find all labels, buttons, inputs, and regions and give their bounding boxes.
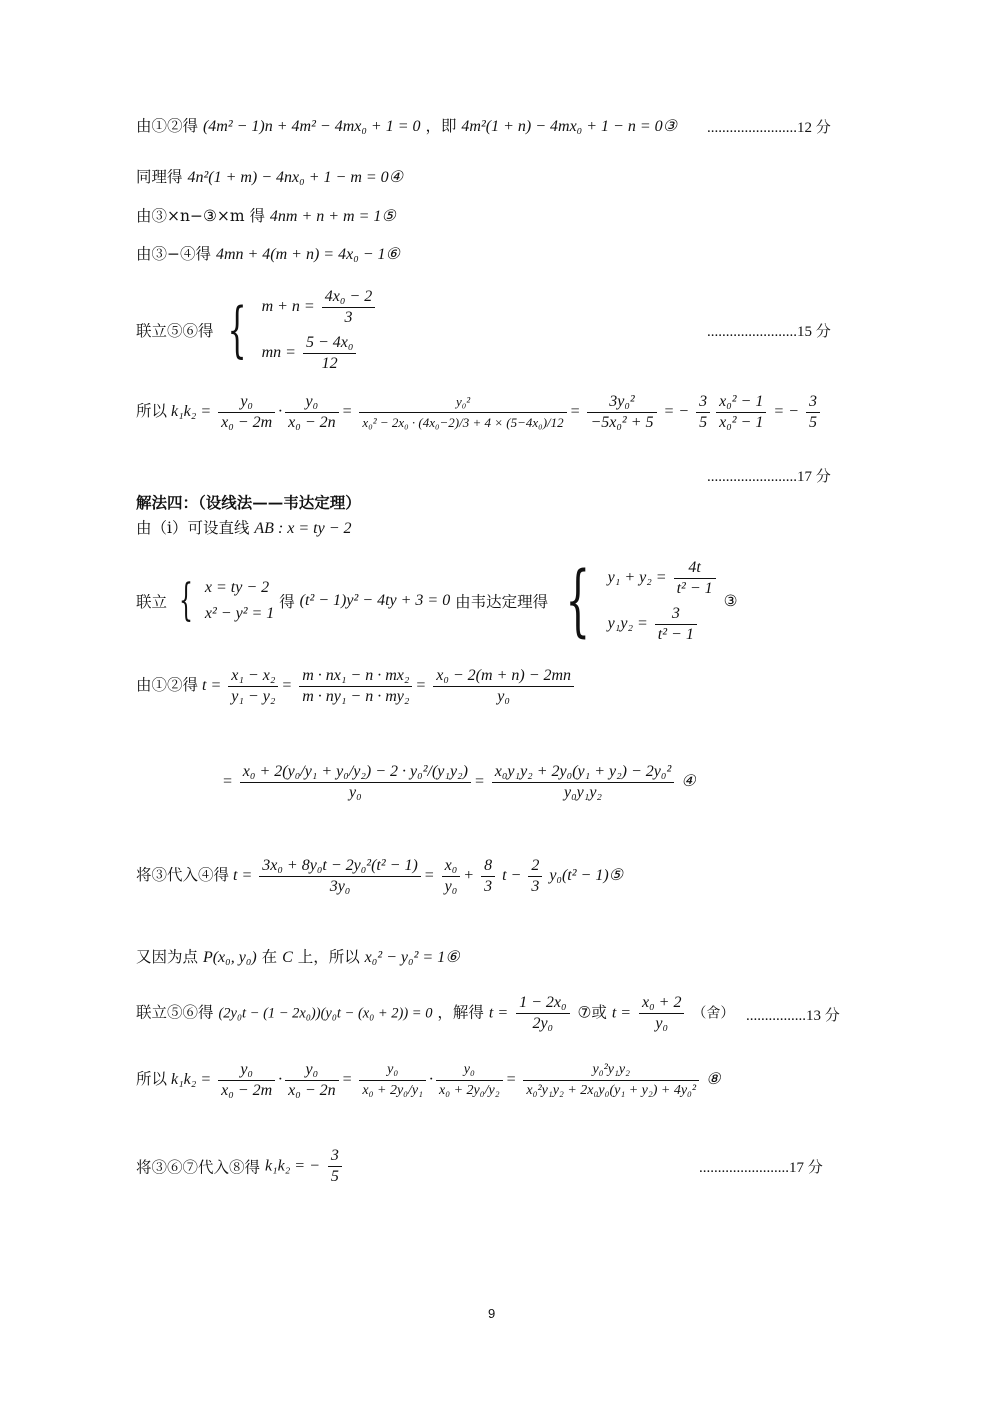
line-13 xyxy=(136,945,460,967)
text: = − xyxy=(773,403,799,421)
system-row: x = ty − 2 xyxy=(204,579,270,596)
numerator: y₀ xyxy=(285,1060,338,1081)
numerator: y₀ xyxy=(359,1060,426,1081)
system-row xyxy=(608,555,719,601)
numerator: x₀ + 2 xyxy=(639,993,684,1014)
equation: C xyxy=(282,949,293,966)
denominator: x₀² − 2x₀ · (4x₀−2)/3 + 4 × (5−4x₀)/12 xyxy=(362,415,564,430)
fraction xyxy=(481,856,495,897)
text: t = xyxy=(233,867,253,885)
text: 得 xyxy=(279,593,295,611)
fraction xyxy=(359,392,566,433)
equation: x₀² − y₀² = 1⑥ xyxy=(364,949,460,966)
numerator: 3 xyxy=(806,392,820,413)
score-15: ........................15 分 xyxy=(707,324,831,340)
score-12: ........................12 分 xyxy=(707,120,831,136)
line-3 xyxy=(136,204,396,226)
text: 上，所以 xyxy=(297,948,360,966)
method-heading: 解法四：（设线法——韦达定理） xyxy=(136,493,361,512)
line-8 xyxy=(136,516,352,538)
text: y₀(t² − 1)⑤ xyxy=(549,867,624,885)
denominator: 3y₀ xyxy=(329,878,351,895)
fraction xyxy=(285,392,338,433)
line-11: = $\frac{\text{x₀ + 2(y₀/y₁ + y₀/y₂) − 2 · y₀²/(y₁y₂)}}{\text{y₀}}$ = $\frac{\text{x₀y₁y₂ + 2y₀(y₁ + y₂) − 2y₀²}}{\text{y₀y₁y₂}}$ ④ xyxy=(222,763,696,801)
denominator: y₀ xyxy=(497,688,510,705)
denominator: m · ny₁ − n · my₂ xyxy=(302,688,410,705)
line-5 xyxy=(136,284,378,376)
text: 联立⑤⑥得 xyxy=(136,322,214,340)
denominator: x₀ − 2n xyxy=(288,414,336,431)
fraction xyxy=(299,666,412,707)
numerator: m · nx₁ − n · mx₂ xyxy=(299,666,412,687)
denominator: −5x₀² + 5 xyxy=(590,414,654,431)
line-4 xyxy=(136,242,400,264)
text: 联立⑤⑥得 xyxy=(136,1003,214,1022)
fraction xyxy=(240,762,471,803)
text: 由韦达定理得 xyxy=(455,593,549,611)
denominator: y₀ xyxy=(349,784,362,801)
denominator: y₀ xyxy=(655,1015,669,1032)
equation: (2y₀t − (1 − 2x₀))(y₀t − (x₀ + 2)) = 0 xyxy=(218,1005,433,1022)
text: 由（i）可设直线 xyxy=(136,519,250,537)
denominator: x₀ − 2m xyxy=(221,414,273,431)
line-16 xyxy=(136,1146,345,1187)
equation: (t² − 1)y² − 4ty + 3 = 0 xyxy=(299,592,451,609)
line-9 xyxy=(136,555,737,647)
fraction xyxy=(359,1060,426,1101)
page-number: 9 xyxy=(488,1306,496,1321)
text: k₁k₂ = xyxy=(171,1071,212,1089)
line-12: 将③代入④得 t = $\frac{\text{3x₀ + 8y₀t − 2y₀²(t² − 1)}}{\text{3y₀}}$ = $\frac{\text{x₀}}{\text{y₀}}$ + $\frac{8}{3}$ t − $\frac{2}{3}$ y₀(t² − 1)⑤ xyxy=(136,857,624,895)
numerator: y₀² xyxy=(359,392,566,413)
text: k₁k₂ = − xyxy=(264,1157,320,1175)
numerator: 4t xyxy=(674,558,716,579)
numerator: x₁ − x₂ xyxy=(228,666,278,687)
fraction xyxy=(228,666,278,707)
fraction xyxy=(303,333,356,374)
text: m + n = xyxy=(261,298,315,315)
text: 将③⑥⑦代入⑧得 xyxy=(136,1158,261,1177)
fraction xyxy=(442,856,461,897)
text: t = xyxy=(611,1004,632,1022)
fraction xyxy=(259,856,421,897)
equation: 4m²(1 + n) − 4mx₀ + 1 − n = 0③ xyxy=(461,118,677,135)
text: 又因为点 xyxy=(136,948,199,966)
denominator: 3 xyxy=(484,878,493,895)
system-row xyxy=(262,284,379,330)
brace: { xyxy=(565,556,591,646)
line-6: 所以 k₁k₂ = $\frac{\text{y₀}}{\text{x₀ − 2m}}$ · $\frac{\text{y₀}}{\text{x₀ − 2n}}$ = $\frac{\text{y₀²}}{\text{x₀² − 2x₀ · (4x₀−2)/3 + 4 × (5−4x₀)/12}}$ = $\frac{\text{3y₀²}}{\text{−5x₀² + 5}}$ = − $\frac{3}{5}$ $\frac{\text{x₀² − 1}}{\text{x₀² − 1}}$ = − $\frac{3}{5}$ xyxy=(136,392,823,433)
text: 在 xyxy=(261,948,278,966)
denominator: x₀² − 1 xyxy=(719,414,764,431)
denominator: y₀ xyxy=(444,878,458,895)
denominator: t² − 1 xyxy=(676,579,713,597)
text: 由③×n−③×m 得 xyxy=(136,207,265,225)
denominator: y₀y₁y₂ xyxy=(564,784,602,801)
fraction xyxy=(322,287,375,328)
equation: 4nm + n + m = 1⑤ xyxy=(269,208,396,225)
text: 联立 xyxy=(136,593,168,611)
fraction xyxy=(285,1060,338,1101)
tag: ④ xyxy=(681,773,696,791)
line-15: 所以 k₁k₂ = $\frac{\text{y₀}}{\text{x₀ − 2m}}$ · $\frac{\text{y₀}}{\text{x₀ − 2n}}$ = $\frac{\text{y₀}}{\text{x₀ + 2y₀/y₁}}$ · $\frac{\text{y₀}}{\text{x₀ + 2y₀/y₂}}$ = $\frac{\text{y₀²y₁y₂}}{\text{x₀²y₁y₂ + 2x₀y₀(y₁ + y₂) + 4y₀²}}$ ⑧ xyxy=(136,1061,721,1099)
brace: { xyxy=(178,575,193,626)
numerator: y₀ xyxy=(436,1060,503,1081)
numerator: y₀²y₁y₂ xyxy=(523,1060,699,1081)
text: ⑦或 xyxy=(577,1003,607,1022)
denominator: 3 xyxy=(344,308,353,326)
text: y₁ + y₂ = xyxy=(607,569,667,586)
text: （舍） xyxy=(692,1005,735,1022)
denominator: y₁ − y₂ xyxy=(231,688,276,705)
line-2 xyxy=(136,165,403,187)
equation: (4m² − 1)n + 4m² − 4mx₀ + 1 = 0 xyxy=(202,118,421,135)
equation-system xyxy=(608,555,719,647)
numerator: x₀ − 2(m + n) − 2mn xyxy=(433,666,574,687)
denominator: 12 xyxy=(321,354,338,372)
fraction xyxy=(806,392,820,433)
denominator: 5 xyxy=(808,414,817,431)
text: mn = xyxy=(261,344,296,361)
fraction xyxy=(528,856,542,897)
text: ，解得 xyxy=(437,1003,484,1022)
numerator: 2 xyxy=(528,856,542,877)
score-17: ........................17 分 xyxy=(699,1160,823,1176)
denominator: 2y₀ xyxy=(532,1015,554,1032)
text: 所以 xyxy=(136,402,168,421)
brace: { xyxy=(228,295,248,365)
line-14 xyxy=(136,993,734,1034)
text: 由①②得 xyxy=(136,117,199,135)
system-row xyxy=(608,601,719,647)
numerator: y₀ xyxy=(218,392,275,413)
denominator: x₀ + 2y₀/y₁ xyxy=(362,1083,424,1098)
denominator: 5 xyxy=(330,1168,339,1185)
numerator: y₀ xyxy=(285,392,338,413)
fraction xyxy=(492,762,675,803)
fraction xyxy=(433,666,574,707)
line-1 xyxy=(136,114,677,136)
fraction xyxy=(674,558,716,599)
text: 同理得 xyxy=(136,168,183,186)
text: ，即 xyxy=(425,117,457,135)
line-10: 由①②得 t = $\frac{\text{x₁ − x₂}}{\text{y₁ − y₂}}$ = $\frac{\text{m · nx₁ − n · mx₂}}{\text{m · ny₁ − n · my₂}}$ = $\frac{\text{x₀ − 2(m + n) − 2mn}}{\text{y₀}}$ xyxy=(136,666,577,707)
score-17: ........................17 分 xyxy=(707,469,831,485)
fraction xyxy=(328,1146,342,1187)
fraction xyxy=(436,1060,503,1101)
numerator: y₀ xyxy=(218,1060,275,1081)
numerator: 3y₀² xyxy=(587,392,656,413)
text: t = xyxy=(202,677,222,695)
numerator: x₀y₁y₂ + 2y₀(y₁ + y₂) − 2y₀² xyxy=(492,762,675,783)
text: y₁y₂ = xyxy=(607,615,648,632)
numerator: 3x₀ + 8y₀t − 2y₀²(t² − 1) xyxy=(259,856,421,877)
text: 由①②得 xyxy=(136,676,199,695)
numerator: x₀ xyxy=(442,856,461,877)
equation: 4mn + 4(m + n) = 4x₀ − 1⑥ xyxy=(215,246,400,263)
text: 由③−④得 xyxy=(136,245,211,263)
denominator: x₀ − 2m xyxy=(221,1082,273,1099)
numerator: 5 − 4x₀ xyxy=(303,333,356,354)
denominator: x₀²y₁y₂ + 2x₀y₀(y₁ + y₂) + 4y₀² xyxy=(526,1083,697,1098)
fraction xyxy=(587,392,656,433)
numerator: 3 xyxy=(696,392,710,413)
denominator: x₀ − 2n xyxy=(288,1082,336,1099)
denominator: t² − 1 xyxy=(657,625,694,643)
text: 所以 xyxy=(136,1070,168,1089)
fraction xyxy=(523,1060,699,1101)
fraction xyxy=(218,392,275,433)
denominator: x₀ + 2y₀/y₂ xyxy=(439,1083,500,1098)
tag: ⑧ xyxy=(706,1071,721,1089)
system-row: x² − y² = 1 xyxy=(204,605,275,622)
fraction xyxy=(696,392,710,433)
system-row xyxy=(262,330,379,376)
numerator: 4x₀ − 2 xyxy=(322,287,375,308)
fraction xyxy=(516,993,569,1034)
text: 将③代入④得 xyxy=(136,866,230,885)
numerator: x₀² − 1 xyxy=(716,392,766,413)
denominator: 3 xyxy=(531,878,540,895)
fraction xyxy=(716,392,766,433)
denominator: 5 xyxy=(699,414,708,431)
fraction xyxy=(639,993,684,1034)
fraction xyxy=(218,1060,275,1101)
numerator: 8 xyxy=(481,856,495,877)
text: t − xyxy=(502,867,522,885)
numerator: 3 xyxy=(328,1146,342,1167)
equation-system xyxy=(262,284,379,376)
equation: AB : x = ty − 2 xyxy=(254,520,352,537)
equation: 4n²(1 + m) − 4nx₀ + 1 − m = 0④ xyxy=(187,169,404,186)
fraction xyxy=(655,604,697,645)
text: k₁k₂ = xyxy=(171,403,212,421)
equation-system xyxy=(205,575,274,627)
numerator: 1 − 2x₀ xyxy=(516,993,569,1014)
text: = − xyxy=(663,403,690,421)
text: t = xyxy=(488,1004,509,1022)
equation: P(x₀, y₀) xyxy=(202,949,257,966)
numerator: 3 xyxy=(655,604,697,625)
numerator: x₀ + 2(y₀/y₁ + y₀/y₂) − 2 · y₀²/(y₁y₂) xyxy=(240,762,471,783)
score-13: ................13 分 xyxy=(746,1008,840,1024)
tag: ③ xyxy=(723,592,738,610)
